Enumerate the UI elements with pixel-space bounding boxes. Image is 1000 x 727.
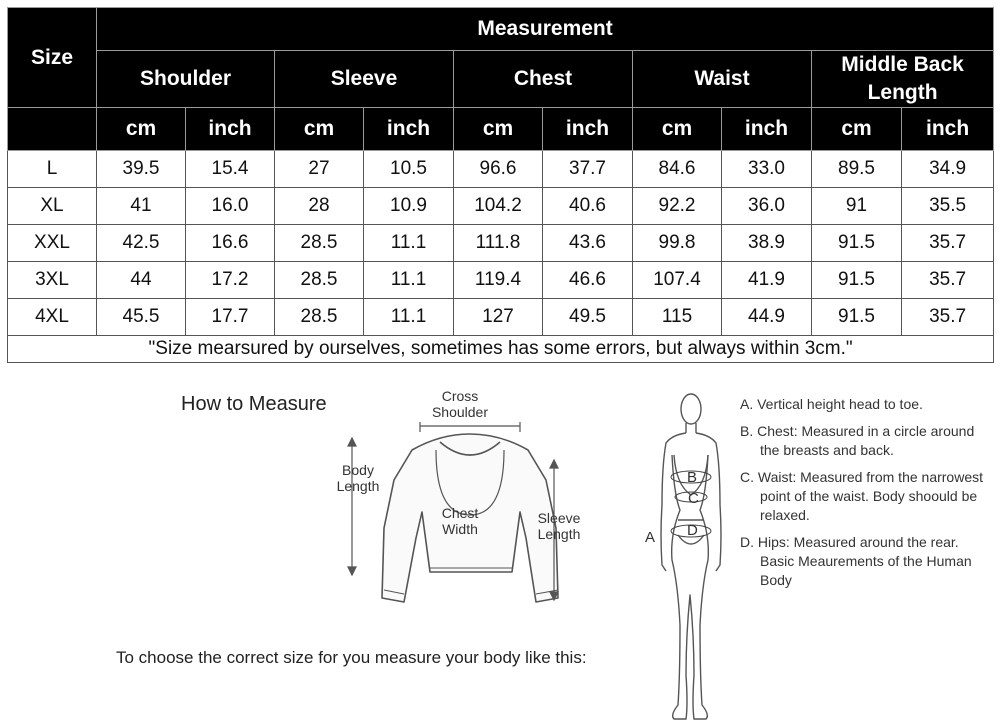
unit-inch: inch	[722, 108, 812, 151]
table-cell: 115	[633, 299, 722, 336]
size-cell: XXL	[8, 225, 97, 262]
size-cell: XL	[8, 188, 97, 225]
table-row	[8, 225, 994, 262]
chest-header: Chest	[454, 51, 633, 108]
table-cell: 37.7	[543, 151, 633, 188]
table-cell: 33.0	[722, 151, 812, 188]
table-cell: 45.5	[97, 299, 186, 336]
shoulder-header: Shoulder	[97, 51, 275, 108]
table-cell: 40.6	[543, 188, 633, 225]
table-cell: 27	[275, 151, 364, 188]
unit-cm: cm	[97, 108, 186, 151]
unit-cm: cm	[633, 108, 722, 151]
table-cell: 17.7	[186, 299, 275, 336]
table-cell: 15.4	[186, 151, 275, 188]
table-cell: 127	[454, 299, 543, 336]
body-label-a: A	[645, 529, 656, 546]
table-cell: 35.7	[902, 262, 994, 299]
table-row	[8, 299, 994, 336]
table-cell: 38.9	[722, 225, 812, 262]
size-cell: L	[8, 151, 97, 188]
chest-width-label: Chest Width	[441, 505, 479, 537]
table-cell: 43.6	[543, 225, 633, 262]
unit-cm: cm	[275, 108, 364, 151]
table-cell: 41.9	[722, 262, 812, 299]
table-cell: 89.5	[812, 151, 902, 188]
cross-shoulder-label: Cross Shoulder	[431, 388, 489, 420]
table-cell: 91	[812, 188, 902, 225]
table-cell: 35.7	[902, 225, 994, 262]
body-label-c: C	[688, 490, 699, 507]
size-note: "Size mearsured by ourselves, sometimes has some errors, but always within 3cm."	[8, 336, 994, 363]
table-cell: 10.5	[364, 151, 454, 188]
table-cell: 111.8	[454, 225, 543, 262]
unit-inch: inch	[364, 108, 454, 151]
table-cell: 44.9	[722, 299, 812, 336]
instruction-text: To choose the correct size for you measure your body like this:	[116, 648, 587, 667]
table-cell: 35.7	[902, 299, 994, 336]
measurement-header: Measurement	[97, 8, 994, 51]
size-cell: 3XL	[8, 262, 97, 299]
table-cell: 28.5	[275, 225, 364, 262]
table-cell: 96.6	[454, 151, 543, 188]
table-cell: 92.2	[633, 188, 722, 225]
table-cell: 16.6	[186, 225, 275, 262]
table-cell: 16.0	[186, 188, 275, 225]
middle-back-length-header: Middle Back Length	[812, 51, 994, 108]
table-row	[8, 151, 994, 188]
table-cell: 28.5	[275, 299, 364, 336]
size-chart-table	[7, 7, 994, 363]
table-cell: 46.6	[543, 262, 633, 299]
table-cell: 39.5	[97, 151, 186, 188]
unit-inch: inch	[902, 108, 994, 151]
body-length-label: Body Length	[336, 462, 380, 494]
table-cell: 36.0	[722, 188, 812, 225]
waist-header: Waist	[633, 51, 812, 108]
table-cell: 119.4	[454, 262, 543, 299]
unit-cm: cm	[454, 108, 543, 151]
unit-inch: inch	[543, 108, 633, 151]
list-item: D. Hips: Measured around the rear. Basic Meaurements of the Human Body	[740, 534, 972, 588]
size-cell: 4XL	[8, 299, 97, 336]
table-cell: 49.5	[543, 299, 633, 336]
table-cell: 91.5	[812, 262, 902, 299]
table-cell: 84.6	[633, 151, 722, 188]
list-item: C. Waist: Measured from the narrowest point of the waist. Body shoould be relaxed.	[740, 469, 984, 523]
measurement-guide-list	[740, 395, 990, 598]
table-cell: 35.5	[902, 188, 994, 225]
table-cell: 99.8	[633, 225, 722, 262]
body-label-d: D	[687, 522, 698, 539]
list-item: B. Chest: Measured in a circle around the breasts and back.	[740, 423, 975, 458]
table-cell: 44	[97, 262, 186, 299]
human-body-icon	[640, 385, 740, 727]
table-cell: 11.1	[364, 262, 454, 299]
table-cell: 41	[97, 188, 186, 225]
unit-inch: inch	[186, 108, 275, 151]
list-item: A. Vertical height head to toe.	[740, 396, 923, 412]
sleeve-header: Sleeve	[275, 51, 454, 108]
table-cell: 91.5	[812, 299, 902, 336]
sleeve-length-label: Sleeve Length	[537, 510, 581, 542]
table-cell: 11.1	[364, 299, 454, 336]
table-cell: 28	[275, 188, 364, 225]
table-cell: 34.9	[902, 151, 994, 188]
empty-unit-cell	[8, 108, 97, 151]
table-cell: 10.9	[364, 188, 454, 225]
table-cell: 17.2	[186, 262, 275, 299]
table-row	[8, 262, 994, 299]
how-to-measure-title: How to Measure	[181, 393, 327, 415]
table-cell: 91.5	[812, 225, 902, 262]
table-cell: 107.4	[633, 262, 722, 299]
table-row	[8, 188, 994, 225]
table-cell: 42.5	[97, 225, 186, 262]
body-label-b: B	[687, 469, 698, 486]
table-cell: 28.5	[275, 262, 364, 299]
unit-cm: cm	[812, 108, 902, 151]
table-cell: 11.1	[364, 225, 454, 262]
size-header: Size	[8, 8, 97, 108]
table-cell: 104.2	[454, 188, 543, 225]
